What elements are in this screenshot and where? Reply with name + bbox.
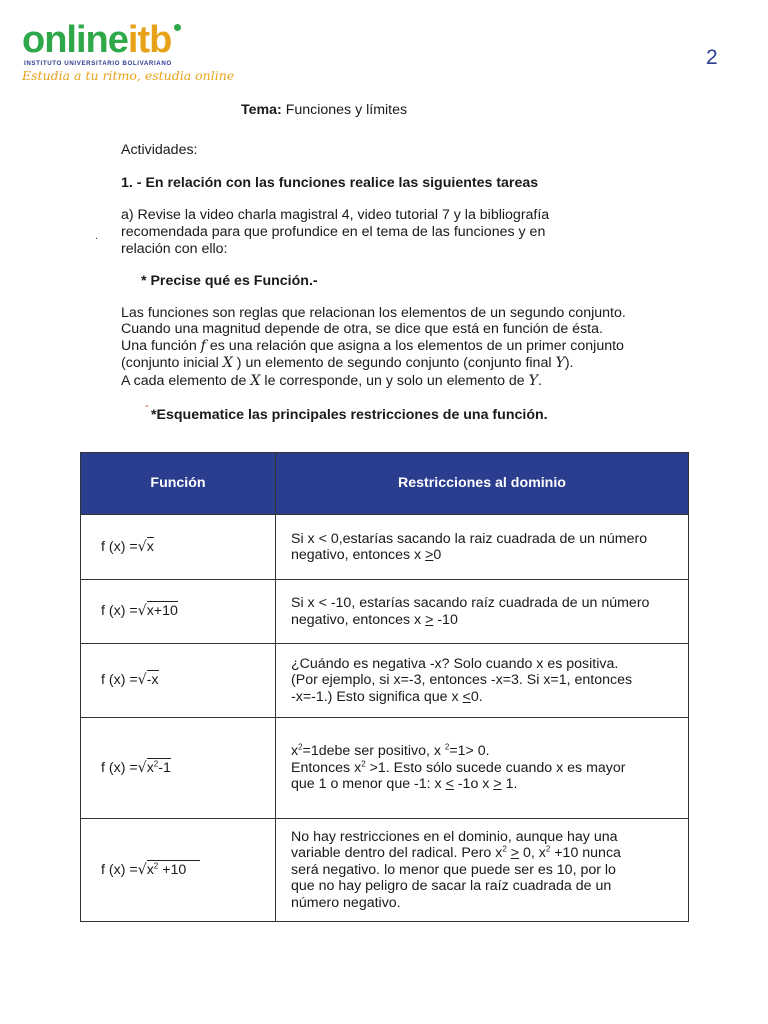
sqrt-icon: √ bbox=[137, 538, 147, 555]
institution-logo bbox=[22, 18, 235, 88]
sqrt-icon: √ bbox=[137, 672, 147, 689]
header-function: Función bbox=[81, 453, 276, 515]
task-1-heading: 1. - En relación con las funciones realice las siguientes tareas bbox=[121, 175, 539, 191]
page-number: 2 bbox=[706, 46, 718, 69]
definition-line-4: (conjunto inicial X ) un elemento de segundo conjunto (conjunto final Y). bbox=[121, 355, 574, 371]
function-cell: f (x) =√-x bbox=[81, 644, 276, 718]
definition-line-1: Las funciones son reglas que relacionan los elementos de un segundo conjunto. bbox=[121, 305, 626, 321]
precise-heading: * Precise qué es Función.- bbox=[141, 273, 318, 289]
table-row bbox=[81, 718, 689, 819]
logo-dot-icon bbox=[174, 24, 181, 31]
stray-dot: . bbox=[95, 230, 99, 242]
definition-line-5: A cada elemento de X le corresponde, un y solo un elemento de Y. bbox=[121, 373, 542, 389]
header-domain-restrictions: Restricciones al dominio bbox=[276, 453, 689, 515]
paragraph-a-line-2: recomendada para que profundice en el tema de las funciones y en bbox=[121, 224, 546, 240]
symbol-X: X bbox=[222, 355, 233, 371]
function-cell: f $(x) =√x^2-1$ bbox=[81, 718, 276, 819]
table-row bbox=[81, 819, 689, 922]
stray-mark: - bbox=[145, 400, 149, 412]
symbol-f: f bbox=[200, 338, 206, 354]
activities-heading: Actividades: bbox=[121, 142, 198, 158]
function-cell: f (x) =√x+10 bbox=[81, 580, 276, 644]
symbol-Y: Y bbox=[555, 355, 565, 371]
logo-slogan: Estudia a tu ritmo, estudia online bbox=[22, 68, 235, 83]
restriction-cell: Si x < 0,estarías sacando la raiz cuadrada de un número negativo, entonces x >0 bbox=[276, 515, 689, 580]
symbol-Y: Y bbox=[528, 373, 538, 389]
function-cell: f (x) =√x bbox=[81, 515, 276, 580]
topic-label: Tema: bbox=[241, 102, 282, 118]
function-cell: f $(x) =√x^2 +10$ bbox=[81, 819, 276, 922]
sqrt-icon: √ bbox=[137, 603, 147, 620]
symbol-X: X bbox=[250, 373, 261, 389]
restriction-cell: $x^2=1debe$ ser positivo, x $^2$=1> 0. Entonces $x^2 >1$. Esto sólo sucede cuando x es mayor que 1 o menor que -1: x < -1o x > 1. bbox=[276, 718, 689, 819]
table-row bbox=[81, 515, 689, 580]
sqrt-icon: √ bbox=[137, 861, 147, 878]
table-row bbox=[81, 580, 689, 644]
definition-line-2: Cuando una magnitud depende de otra, se dice que está en función de ésta. bbox=[121, 321, 603, 337]
topic-line bbox=[241, 102, 407, 119]
paragraph-a-line-1: a) Revise la video charla magistral 4, video tutorial 7 y la bibliografía bbox=[121, 207, 550, 223]
restriction-cell: ¿Cuándo es negativa -x? Solo cuando x es positiva. (Por ejemplo, si x=-3, entonces -x=3. Si x=1, entonces -x=-1.) Esto significa que x <0. bbox=[276, 644, 689, 718]
restrictions-table bbox=[80, 452, 689, 922]
paragraph-a-line-3: relación con ello: bbox=[121, 241, 228, 257]
topic-value: Funciones y límites bbox=[285, 102, 408, 118]
definition-line-3: Una función f es una relación que asigna a los elementos de un primer conjunto bbox=[121, 338, 624, 354]
schematize-heading: *Esquematice las principales restricciones de una función. bbox=[151, 407, 548, 423]
restriction-cell: Si x < -10, estarías sacando raíz cuadrada de un número negativo, entonces x > -10 bbox=[276, 580, 689, 644]
logo-wordmark: onlineitb bbox=[22, 19, 172, 61]
sqrt-icon: √ bbox=[137, 759, 147, 776]
table-header-row bbox=[81, 453, 689, 515]
restriction-cell: No hay restricciones en el dominio, aunque hay una variable dentro del radical. Pero $x^2 > 0$, $x^2 +10$ nunca será negativo. lo menor que puede ser es 10, por lo que no hay peligro de sacar la raíz cuadrada de un número negativo. bbox=[276, 819, 689, 922]
table-row bbox=[81, 644, 689, 718]
logo-subtitle: INSTITUTO UNIVERSITARIO BOLIVARIANO bbox=[24, 60, 172, 67]
